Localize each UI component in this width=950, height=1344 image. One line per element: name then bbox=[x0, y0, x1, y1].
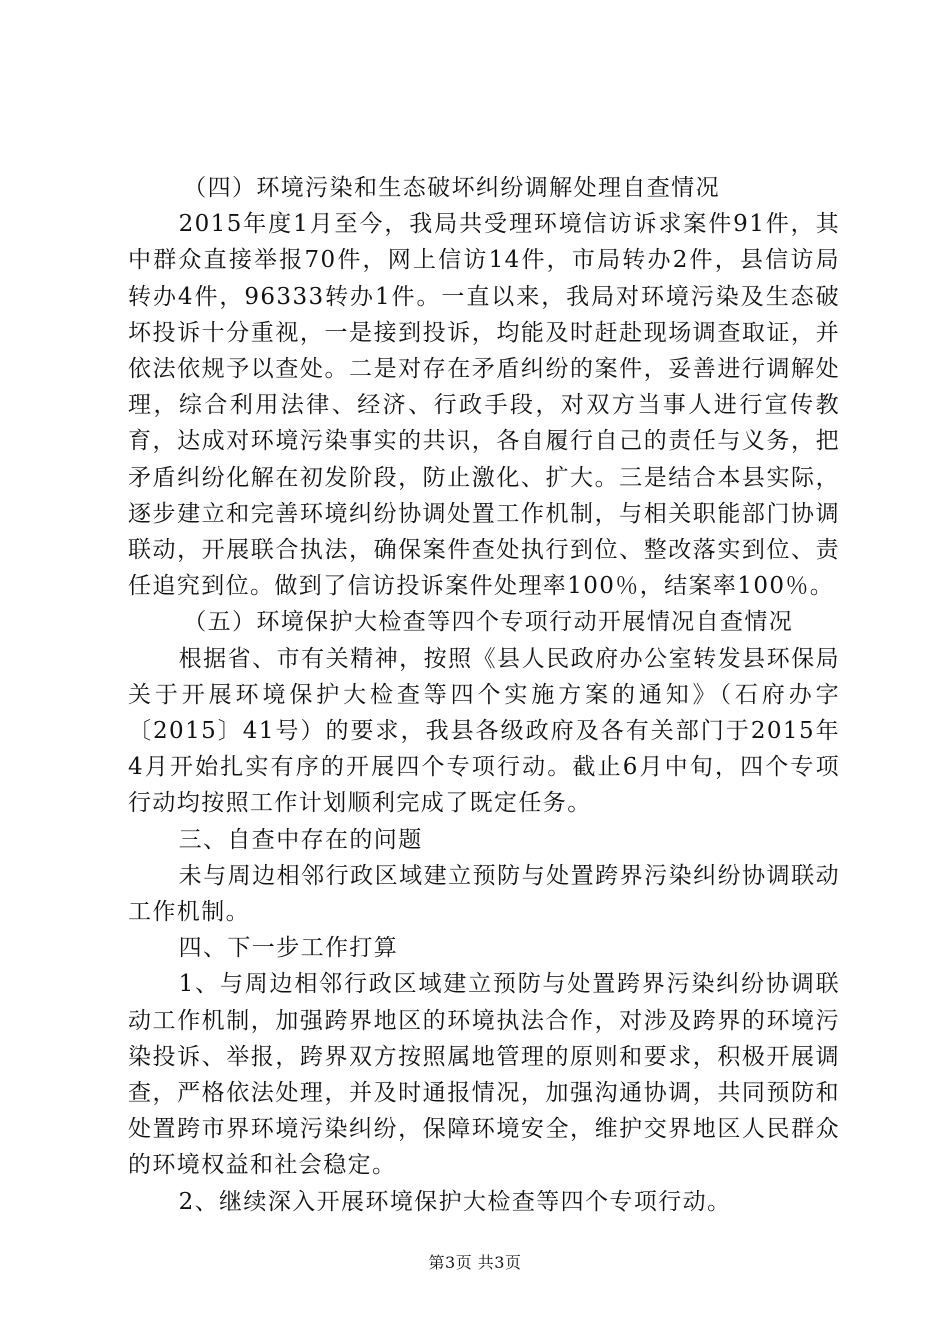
paragraph-problems: 未与周边相邻行政区域建立预防与处置跨界污染纠纷协调联动工作机制。 bbox=[128, 862, 840, 926]
paragraph-complaints: 2015年度1月至今，我局共受理环境信访诉求案件91件，其中群众直接举报70件，网上信访14件，市局转办2件，县信访局转办4件，96333转办1件。一直以来，我局对环境污染及生态破坏投诉十分重视，一是接到投诉，均能及时赶赴现场调查取证，并依法依规予以查处。二是对存在矛盾纠纷的案件，妥善进行调解处理，综合利用法律、经济、行政手段，对双方当事人进行宣传教育，达成对环境污染事实的共识，各自履行自己的责任与义务，把矛盾纠纷化解在初发阶段，防止激化、扩大。三是结合本县实际，逐步建立和完善环境纠纷协调处置工作机制，与相关职能部门协调联动，开展联合执法，确保案件查处执行到位、整改落实到位、责任追究到位。做到了信访投诉案件处理率100％，结案率100％。 bbox=[128, 211, 840, 600]
section-heading-next-steps: 四、下一步工作打算 bbox=[178, 935, 399, 962]
section-heading-4: （四）环境污染和生态破坏纠纷调解处理自查情况 bbox=[183, 175, 720, 201]
document-body bbox=[128, 170, 840, 1220]
page-number-footer: 第3页 共3页 bbox=[428, 1253, 522, 1272]
paragraph-special-actions: 根据省、市有关精神，按照《县人民政府办公室转发县环保局关于开展环境保护大检查等四个实施方案的通知》（石府办字〔2015〕41号）的要求，我县各级政府及各有关部门于2015年4月开始扎实有序的开展四个专项行动。截止6月中旬，四个专项行动均按照工作计划顺利完成了既定任务。 bbox=[128, 645, 840, 817]
list-item-2: 2、继续深入开展环境保护大检查等四个专项行动。 bbox=[178, 1188, 732, 1215]
list-item-1: 1、与周边相邻行政区域建立预防与处置跨界污染纠纷协调联动工作机制，加强跨界地区的环境执法合作，对涉及跨界的环境污染投诉、举报，跨界双方按照属地管理的原则和要求，积极开展调查，严格依法处理，并及时通报情况，加强沟通协调，共同预防和处置跨市界环境污染纠纷，保障环境安全，维护交界地区人民群众的环境权益和社会稳定。 bbox=[128, 971, 840, 1179]
section-heading-problems: 三、自查中存在的问题 bbox=[178, 826, 423, 853]
section-heading-5: （五）环境保护大检查等四个专项行动开展情况自查情况 bbox=[183, 609, 794, 636]
